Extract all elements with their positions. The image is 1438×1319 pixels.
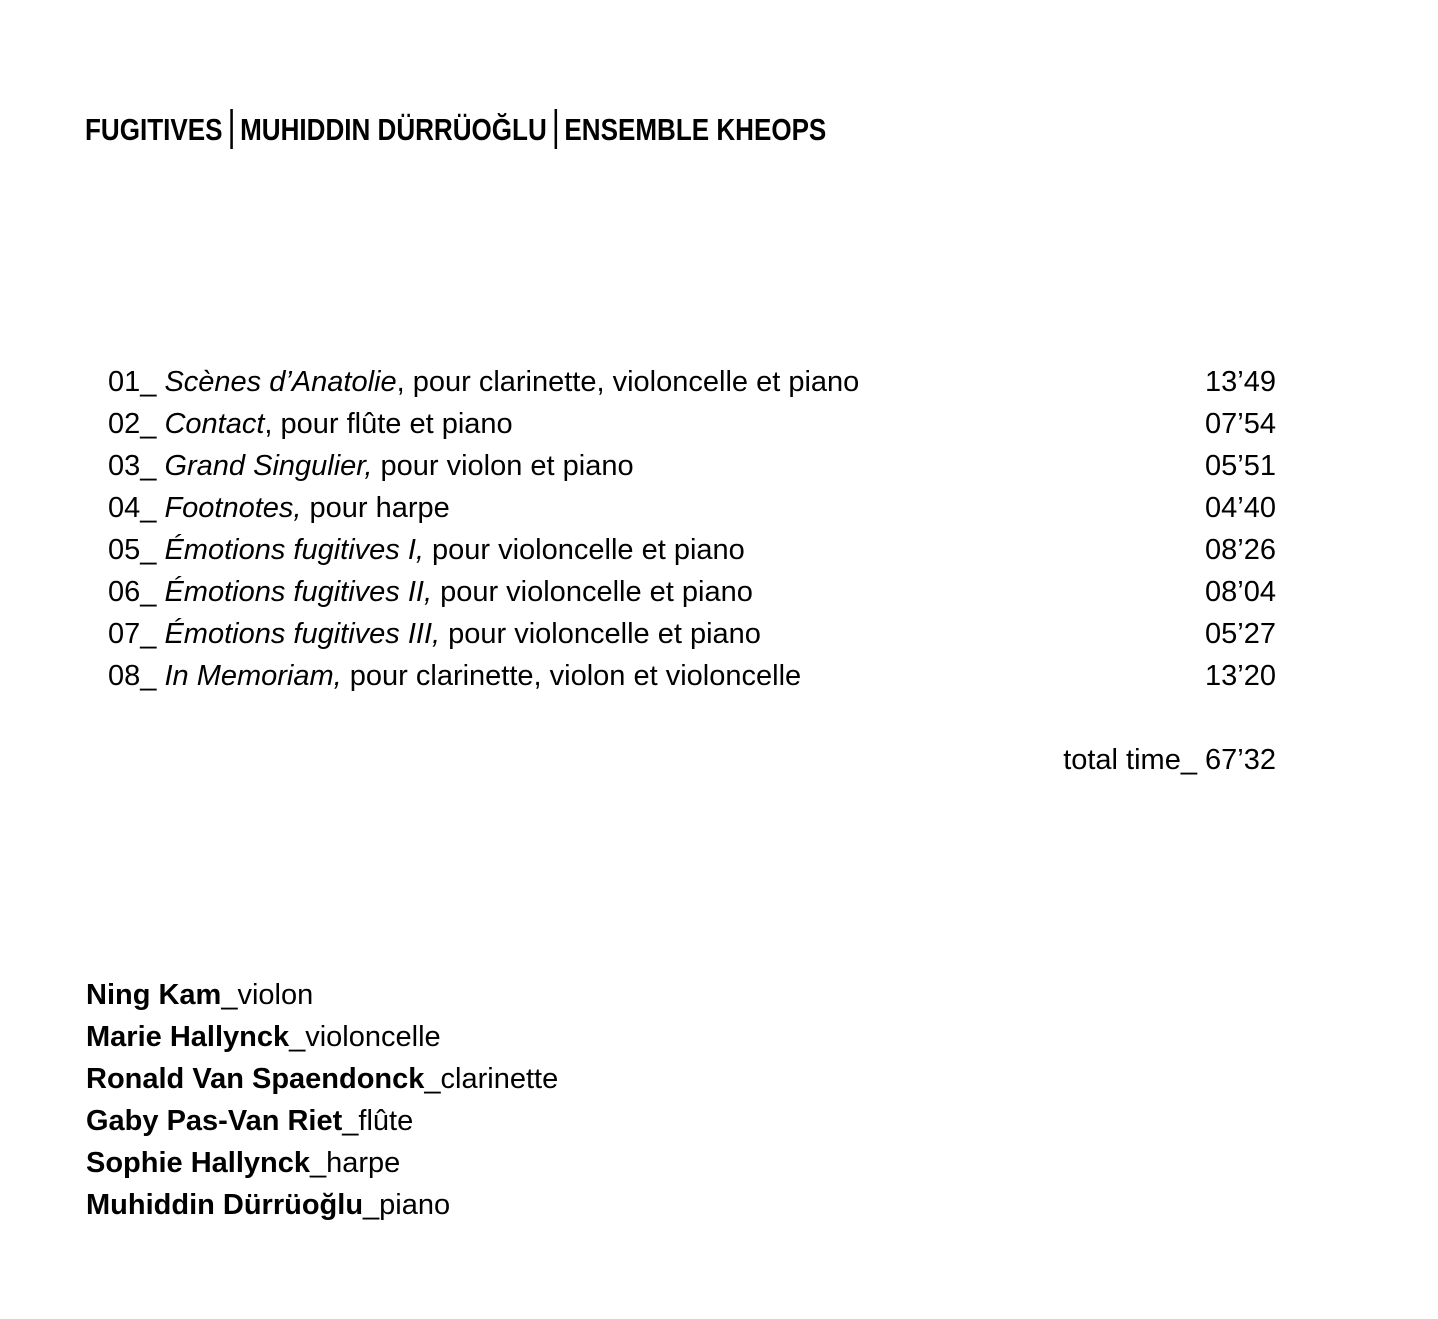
ensemble-name: ENSEMBLE KHEOPS — [564, 112, 827, 147]
track-row — [108, 655, 1276, 697]
track-instrumentation: pour violoncelle et piano — [432, 576, 753, 608]
track-instrumentation: pour clarinette, violon et violoncelle — [341, 660, 802, 692]
track-instrumentation: , pour clarinette, violoncelle et piano — [396, 366, 860, 398]
musician-name: Ning Kam — [86, 979, 222, 1011]
track-number: 08_ — [108, 660, 165, 692]
musician-row — [86, 1058, 558, 1100]
musician-instrument: _harpe — [310, 1147, 401, 1179]
track-row — [108, 529, 1276, 571]
track-title: Contact — [164, 408, 265, 440]
musician-row — [86, 974, 558, 1016]
track-duration: 08’26 — [1205, 534, 1276, 566]
track-duration: 07’54 — [1205, 408, 1276, 440]
header-divider — [554, 109, 557, 149]
musician-instrument: _flûte — [342, 1105, 414, 1137]
track-number: 02_ — [108, 408, 165, 440]
track-instrumentation: pour harpe — [301, 492, 450, 524]
track-instrumentation: pour violoncelle et piano — [440, 618, 761, 650]
track-number: 03_ — [108, 450, 165, 482]
musician-list — [86, 974, 558, 1226]
musician-row — [86, 1184, 558, 1226]
track-title: Footnotes, — [164, 492, 302, 524]
musician-row — [86, 1142, 558, 1184]
musician-name: Marie Hallynck — [86, 1021, 290, 1053]
track-duration: 04’40 — [1205, 492, 1276, 524]
album-header — [85, 108, 826, 152]
musician-name: Muhiddin Dürrüoğlu — [86, 1189, 364, 1221]
track-number: 07_ — [108, 618, 165, 650]
musician-row — [86, 1016, 558, 1058]
musician-instrument: _clarinette — [424, 1063, 559, 1095]
musician-instrument: _violoncelle — [289, 1021, 441, 1053]
musician-instrument: _piano — [363, 1189, 451, 1221]
track-duration: 05’51 — [1205, 450, 1276, 482]
album-title: FUGITIVES — [85, 112, 223, 147]
track-title: Émotions fugitives I, — [164, 534, 424, 566]
track-duration: 05’27 — [1205, 618, 1276, 650]
track-row — [108, 445, 1276, 487]
track-number: 01_ — [108, 366, 165, 398]
musician-name: Ronald Van Spaendonck — [86, 1063, 425, 1095]
track-title: In Memoriam, — [164, 660, 342, 692]
track-title: Grand Singulier, — [164, 450, 373, 482]
track-duration: 08’04 — [1205, 576, 1276, 608]
track-duration: 13’20 — [1205, 660, 1276, 692]
track-number: 04_ — [108, 492, 165, 524]
track-row — [108, 571, 1276, 613]
musician-name: Sophie Hallynck — [86, 1147, 311, 1179]
total-time: total time_ 67’32 — [1063, 744, 1276, 776]
musician-name: Gaby Pas-Van Riet — [86, 1105, 343, 1137]
track-row — [108, 361, 1276, 403]
track-row — [108, 487, 1276, 529]
track-title: Émotions fugitives III, — [164, 618, 441, 650]
track-number: 06_ — [108, 576, 165, 608]
composer-name: MUHIDDIN DÜRRÜOĞLU — [240, 112, 547, 147]
header-divider — [230, 109, 233, 149]
musician-instrument: _violon — [221, 979, 314, 1011]
track-title: Émotions fugitives II, — [164, 576, 433, 608]
track-row — [108, 613, 1276, 655]
track-instrumentation: pour violoncelle et piano — [423, 534, 745, 566]
track-number: 05_ — [108, 534, 165, 566]
track-title: Scènes d’Anatolie — [164, 366, 397, 398]
track-row — [108, 403, 1276, 445]
track-instrumentation: , pour flûte et piano — [264, 408, 513, 440]
track-duration: 13’49 — [1205, 366, 1276, 398]
track-instrumentation: pour violon et piano — [372, 450, 634, 482]
track-list — [108, 361, 1276, 697]
musician-row — [86, 1100, 558, 1142]
